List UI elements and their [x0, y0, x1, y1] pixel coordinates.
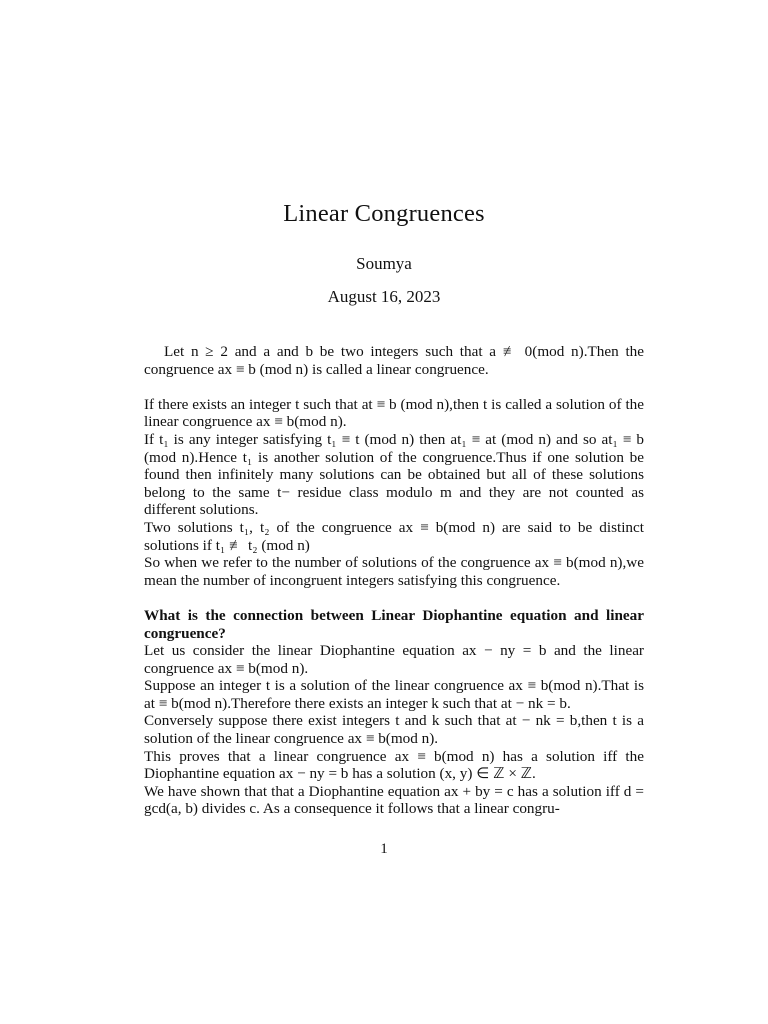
- page-number: 1: [380, 841, 388, 857]
- paragraph-number-of-solutions: So when we refer to the number of solutions of the congruence ax ≡ b(mod n),we mean the number of incongruent integers satisfying this congruence.: [144, 554, 644, 589]
- paragraph-proves: This proves that a linear congruence ax ≡ b(mod n) has a solution iff the Diophantine equation ax − ny = b has a solution (x, y) ∈ ℤ × ℤ.: [144, 747, 644, 783]
- paragraph-distinct-solutions: Two solutions t₁, t₂ of the congruence ax ≡ b(mod n) are said to be distinct solutions if t₁ ≢ t₂ (mod n): [144, 518, 644, 554]
- paragraph-suppose: Suppose an integer t is a solution of the linear congruence ax ≡ b(mod n).That is at ≡ b(mod n).Therefore there exists an integer k such that at − nk = b.: [144, 677, 644, 712]
- paragraph-gap: [144, 589, 644, 607]
- document-body: [144, 343, 644, 818]
- document-author: Soumya: [356, 254, 412, 273]
- paragraph-consequence: We have shown that that a Diophantine equation ax + by = c has a solution iff d = gcd(a, b) divides c. As a consequence it follows that a linear congru-: [144, 782, 644, 818]
- document-title: Linear Congruences: [283, 200, 485, 227]
- section-heading: What is the connection between Linear Diophantine equation and linear congruence?: [144, 606, 644, 642]
- document-date: August 16, 2023: [327, 287, 441, 306]
- paragraph-diophantine-intro: Let us consider the linear Diophantine equation ax − ny = b and the linear congruence ax ≡ b(mod n).: [144, 642, 644, 677]
- paragraph-infinite-solutions: If t₁ is any integer satisfying t₁ ≡ t (mod n) then at₁ ≡ at (mod n) and so at₁ ≡ b (mod n).Hence t₁ is another solution of the congruence.Thus if one solution be found then infinitely many solutions can be obtained but all of these solutions belong to the same t− residue class modulo m and they are not counted as different solutions.: [144, 430, 644, 519]
- paragraph-definition: Let n ≥ 2 and a and b be two integers such that a ≢ 0(mod n).Then the congruence ax ≡ b (mod n) is called a linear congruence.: [144, 343, 644, 378]
- paragraph-gap: [144, 378, 644, 396]
- paragraph-solution-definition: If there exists an integer t such that at ≡ b (mod n),then t is called a solution of the linear congruence ax ≡ b(mod n).: [144, 395, 644, 431]
- paragraph-conversely: Conversely suppose there exist integers t and k such that at − nk = b,then t is a solution of the linear congruence ax ≡ b(mod n).: [144, 712, 644, 748]
